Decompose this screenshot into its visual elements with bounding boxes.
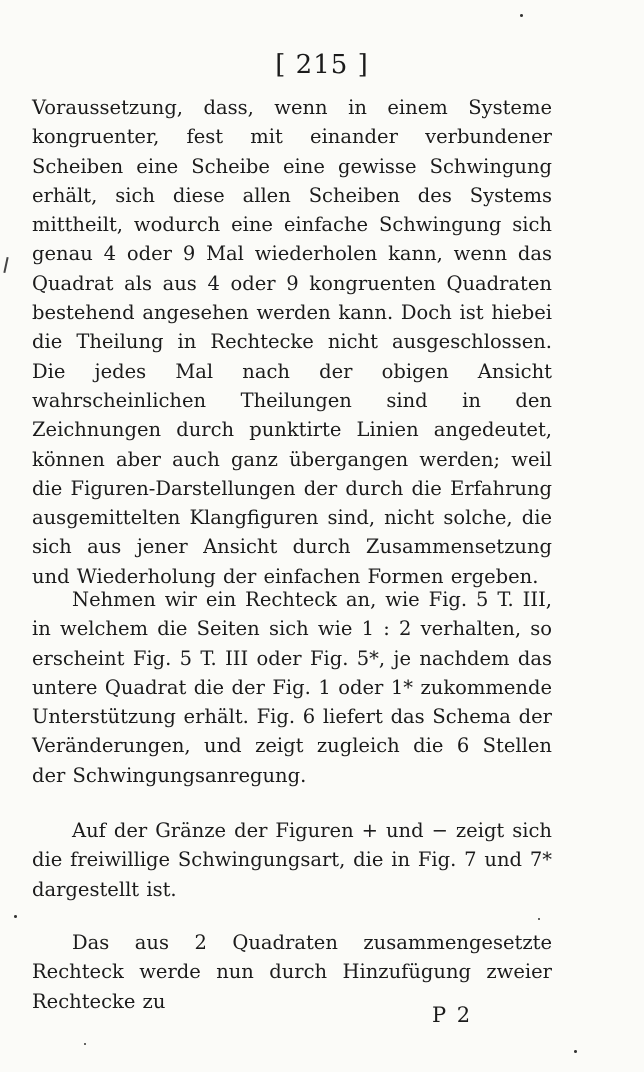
paragraph-4-text: Das aus 2 Quadraten zusammengesetzte Rechteck werde nun durch Hinzufügung zweier Rechtecke zu bbox=[32, 931, 552, 1013]
scan-speck bbox=[574, 1050, 577, 1053]
paragraph-2 bbox=[32, 585, 552, 790]
paragraph-1-text: Voraussetzung, dass, wenn in einem Systeme kongruenter, fest mit einander verbundener Scheiben eine Scheibe eine gewisse Schwingung erhält, sich diese allen Scheiben des Systems mittheilt, wodurch eine einfache Schwingung sich genau 4 oder 9 Mal wiederholen kann, wenn das Quadrat als aus 4 oder 9 kongruenten Quadraten bestehend angesehen werden kann. Doch ist hiebei die Theilung in Rechtecke nicht ausgeschlossen. Die jedes Mal nach der obigen Ansicht wahrscheinlichen Theilungen sind in den Zeichnungen durch punktirte Linien angedeutet, können aber auch ganz übergangen werden; weil die Figuren-Darstellungen der durch die Erfahrung ausgemittelten Klangfiguren sind, nicht solche, die sich aus jener Ansicht durch Zusammensetzung und Wiederholung der einfachen Formen ergeben. bbox=[32, 96, 552, 588]
scan-speck bbox=[84, 1043, 86, 1045]
paragraph-1 bbox=[32, 93, 552, 591]
scan-speck bbox=[538, 918, 540, 920]
scan-speck bbox=[14, 915, 17, 918]
paragraph-3-text: Auf der Gränze der Figuren + und − zeigt sich die freiwillige Schwingungsart, die in Fig. 7 und 7* dargestellt ist. bbox=[32, 819, 552, 901]
margin-mark bbox=[3, 257, 8, 273]
paragraph-4 bbox=[32, 928, 552, 1016]
signature-mark: P 2 bbox=[432, 1003, 473, 1027]
paragraph-2-text: Nehmen wir ein Rechteck an, wie Fig. 5 T. III, in welchem die Seiten sich wie 1 : 2 verhalten, so erscheint Fig. 5 T. III oder Fig. 5*, je nachdem das untere Quadrat die der Fig. 1 oder 1* zukommende Unterstützung erhält. Fig. 6 liefert das Schema der Veränderungen, und zeigt zugleich die 6 Stellen der Schwingungsanregung. bbox=[32, 588, 552, 787]
scan-speck bbox=[520, 14, 523, 17]
paragraph-3 bbox=[32, 816, 552, 904]
page-number-header: [ 215 ] bbox=[275, 50, 369, 80]
